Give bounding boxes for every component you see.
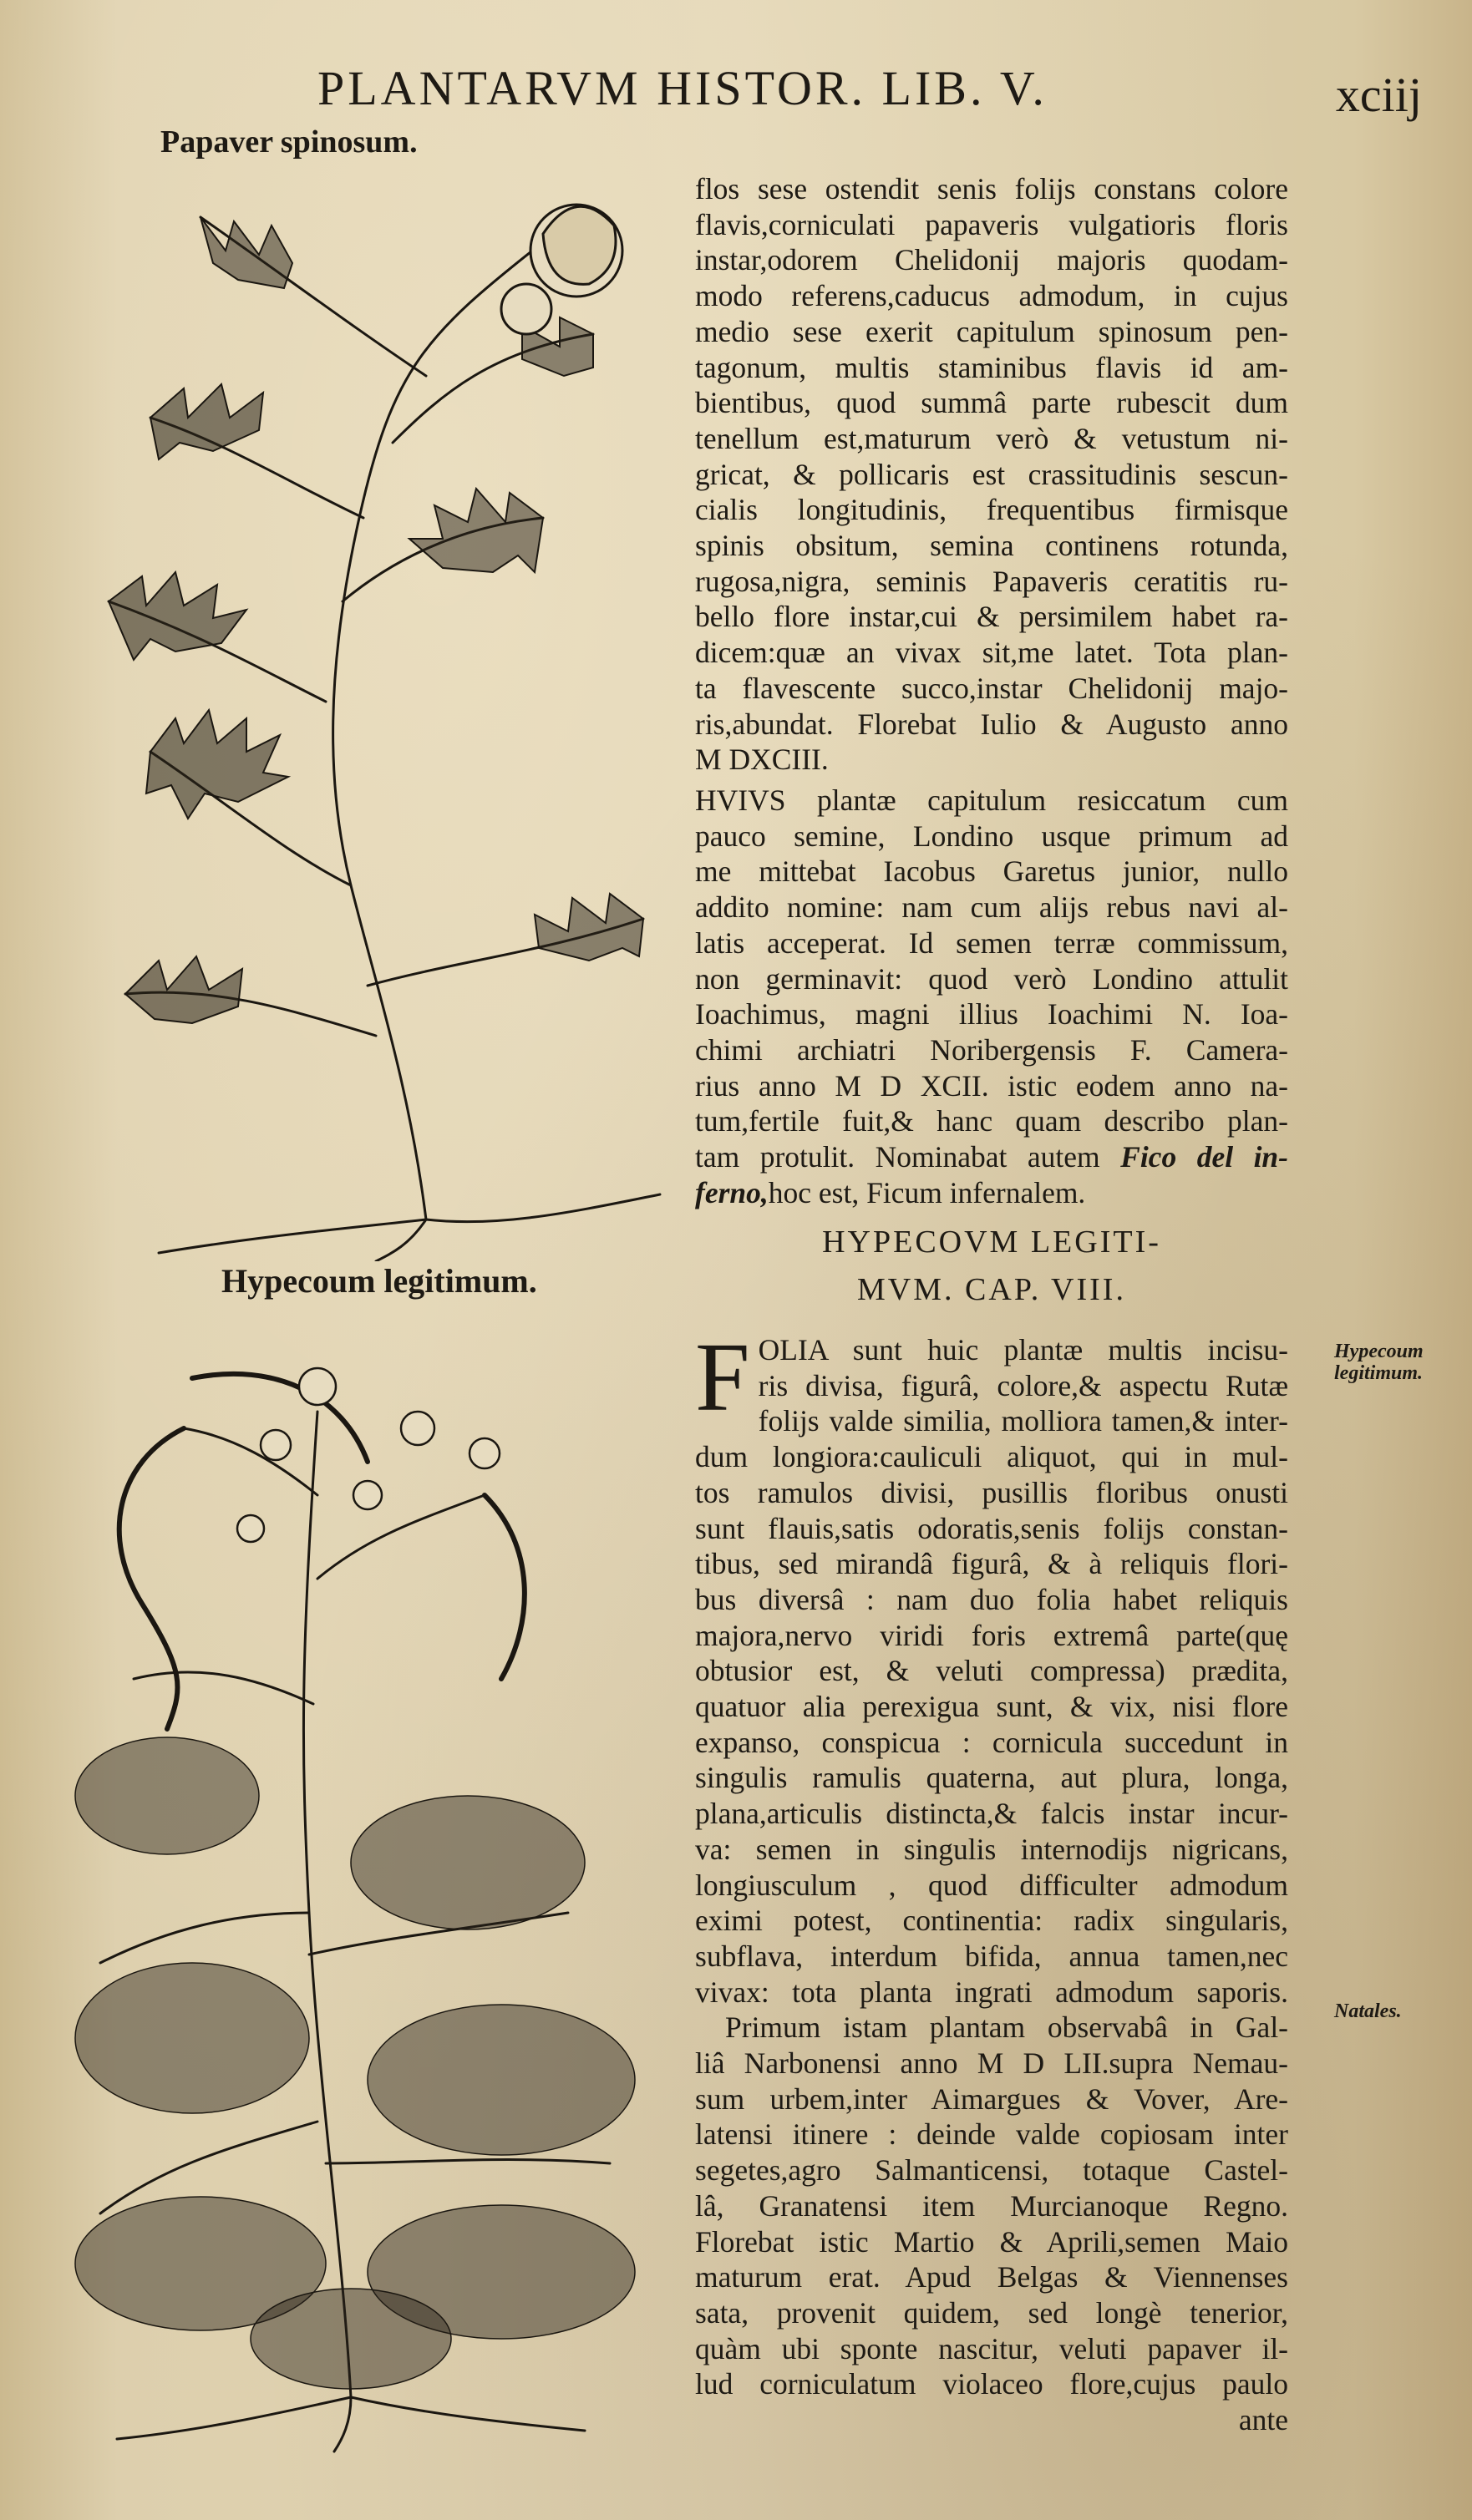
text-line: tos ramulos divisi, pusillis floribus onusti — [695, 1475, 1288, 1509]
text-block-hypecoum-description — [695, 1322, 1288, 2438]
text-line: spinis obsitum, semina continens rotunda, — [695, 529, 1288, 563]
text-line: bus diversâ : nam duo folia habet reliquis — [695, 1582, 1288, 1616]
text-line: bientibus, quod summâ parte rubescit dum — [695, 386, 1288, 420]
text-line: dum longiora:cauliculi aliquot, qui in mul- — [695, 1440, 1288, 1474]
text-line: addito nomine: nam cum alijs rebus navi al- — [695, 890, 1288, 925]
text-line: singulis ramulis quaterna, aut plura, longa, — [695, 1761, 1288, 1795]
text-line: folijs valde similia, molliora tamen,& inter- — [758, 1404, 1288, 1438]
text-line: ta flavescente succo,instar Chelidonij majo- — [695, 671, 1288, 705]
margin-note-natales: Natales. — [1334, 2000, 1402, 2022]
text-line: majora,nervo viridi foris extremâ parte(quę — [695, 1618, 1288, 1652]
text-segment: hoc est, Ficum infernalem. — [768, 1175, 1086, 1209]
text-segment: tam protulit. Nominabat autem — [695, 1140, 1100, 1174]
text-line: latensi itinere : deinde valde copiosam inter — [695, 2117, 1288, 2152]
text-line: vivax: tota planta ingrati admodum saporis. — [695, 1975, 1288, 2009]
folio-number: xciij — [1335, 68, 1422, 122]
text-line: liâ Narbonensi anno M D LII.supra Nemau- — [695, 2046, 1288, 2081]
text-line: modo referens,caducus admodum, in cujus — [695, 279, 1288, 313]
text-line: non germinavit: quod verò Londino attulit — [695, 961, 1288, 996]
text-line: plana,articulis distincta,& falcis instar incur- — [695, 1797, 1288, 1831]
text-line: tibus, sed mirandâ figurâ, & à reliquis flori- — [695, 1547, 1288, 1581]
text-line: subflava, interdum bifida, annua tamen,nec — [695, 1939, 1288, 1973]
text-line: obtusior est, & veluti compressa) prædita, — [695, 1654, 1288, 1688]
text-line: instar,odorem Chelidonij majoris quodam- — [695, 243, 1288, 277]
text-line: sum urbem,inter Aimargues & Vover, Are- — [695, 2081, 1288, 2116]
text-line: HVIVS plantæ capitulum resiccatum cum — [695, 783, 1288, 817]
margin-note-line: legitimum. — [1334, 1362, 1424, 1384]
margin-note-hypecoum — [1334, 1341, 1424, 1384]
figure-caption-papaver: Papaver spinosum. — [160, 124, 418, 160]
text-line: ris divisa, figurâ, colore,& aspectu Rutæ — [758, 1368, 1288, 1402]
text-line — [695, 1175, 1288, 1211]
text-line: rius anno M D XCII. istic eodem anno na- — [695, 1068, 1288, 1103]
text-line: cialis longitudinis, frequentibus firmisque — [695, 493, 1288, 527]
text-line: expanso, conspicua : cornicula succedunt in — [695, 1725, 1288, 1759]
text-line: quàm ubi sponte nascitur, veluti papaver il- — [695, 2331, 1288, 2365]
text-line: chimi archiatri Noribergensis F. Camera- — [695, 1032, 1288, 1067]
text-line: dicem:quæ an vivax sit,me latet. Tota plan- — [695, 636, 1288, 670]
text-line: tum,fertile fuit,& hanc quam describo plan- — [695, 1104, 1288, 1138]
text-line: tagonum, multis staminibus flavis id am- — [695, 350, 1288, 384]
text-line: sunt flauis,satis odoratis,senis folijs constan- — [695, 1511, 1288, 1545]
text-line: flos sese ostendit senis folijs constans colore — [695, 172, 1288, 205]
text-line: ris,abundat. Florebat Iulio & Augusto anno — [695, 707, 1288, 741]
text-block-papaver-description — [695, 171, 1288, 778]
text-line: sata, provenit quidem, sed longè tenerior, — [695, 2295, 1288, 2330]
text-line: maturum erat. Apud Belgas & Viennenses — [695, 2260, 1288, 2294]
running-head: PLANTARVM HISTOR. LIB. V. — [317, 61, 1048, 115]
hypecoum-woodcut-illustration — [67, 1328, 677, 2456]
text-line: medio sese exerit capitulum spinosum pen- — [695, 314, 1288, 348]
text-line: Primum istam plantam observabâ in Gal- — [725, 2010, 1288, 2045]
text-line: quatuor alia perexigua sunt, & vix, nisi flore — [695, 1690, 1288, 1724]
text-line: longiusculum , quod difficulter admodum — [695, 1868, 1288, 1902]
catchword: ante — [1238, 2403, 1288, 2437]
text-block-origin — [695, 783, 1288, 1210]
text-line: me mittebat Iacobus Garetus junior, nullo — [695, 854, 1288, 889]
text-line — [695, 1139, 1288, 1175]
text-line: lud corniculatum violaceo flore,cujus paulo — [695, 2367, 1288, 2401]
italic-plant-name: Fico del in- — [1120, 1140, 1288, 1174]
text-line: OLIA sunt huic plantæ multis incisu- — [758, 1333, 1288, 1366]
text-line: tenellum est,maturum verò & vetustum ni- — [695, 421, 1288, 455]
drop-cap: F — [695, 1322, 750, 1432]
text-line: pauco semine, Londino usque primum ad — [695, 819, 1288, 853]
text-line: bello flore instar,cui & persimilem habet ra- — [695, 600, 1288, 634]
text-line: va: semen in singulis internodijs nigricans, — [695, 1832, 1288, 1866]
text-line: eximi potest, continentia: radix singularis, — [695, 1904, 1288, 1938]
text-line: flavis,corniculati papaveris vulgatioris floris — [695, 207, 1288, 241]
text-line: lâ, Granatensi item Murcianoque Regno. — [695, 2188, 1288, 2223]
chapter-heading: HYPECOVM LEGITI- — [822, 1225, 1161, 1260]
text-line: rugosa,nigra, seminis Papaveris ceratitis ru- — [695, 564, 1288, 598]
chapter-heading-subline: MVM. CAP. VIII. — [857, 1272, 1126, 1307]
text-line: Ioachimus, magni illius Ioachimi N. Ioa- — [695, 997, 1288, 1032]
text-line: latis acceperat. Id semen terræ commissum, — [695, 925, 1288, 960]
text-line: M DXCIII. — [695, 743, 829, 777]
figure-caption-hypecoum: Hypecoum legitimum. — [221, 1262, 537, 1300]
text-line: Florebat istic Martio & Aprili,semen Maio — [695, 2224, 1288, 2259]
text-line: segetes,agro Salmanticensi, totaque Castel- — [695, 2153, 1288, 2188]
margin-note-line: Hypecoum — [1334, 1341, 1424, 1362]
text-line: gricat, & pollicaris est crassitudinis sescun- — [695, 457, 1288, 491]
italic-plant-name: ferno, — [695, 1175, 769, 1209]
papaver-woodcut-illustration — [75, 167, 685, 1261]
